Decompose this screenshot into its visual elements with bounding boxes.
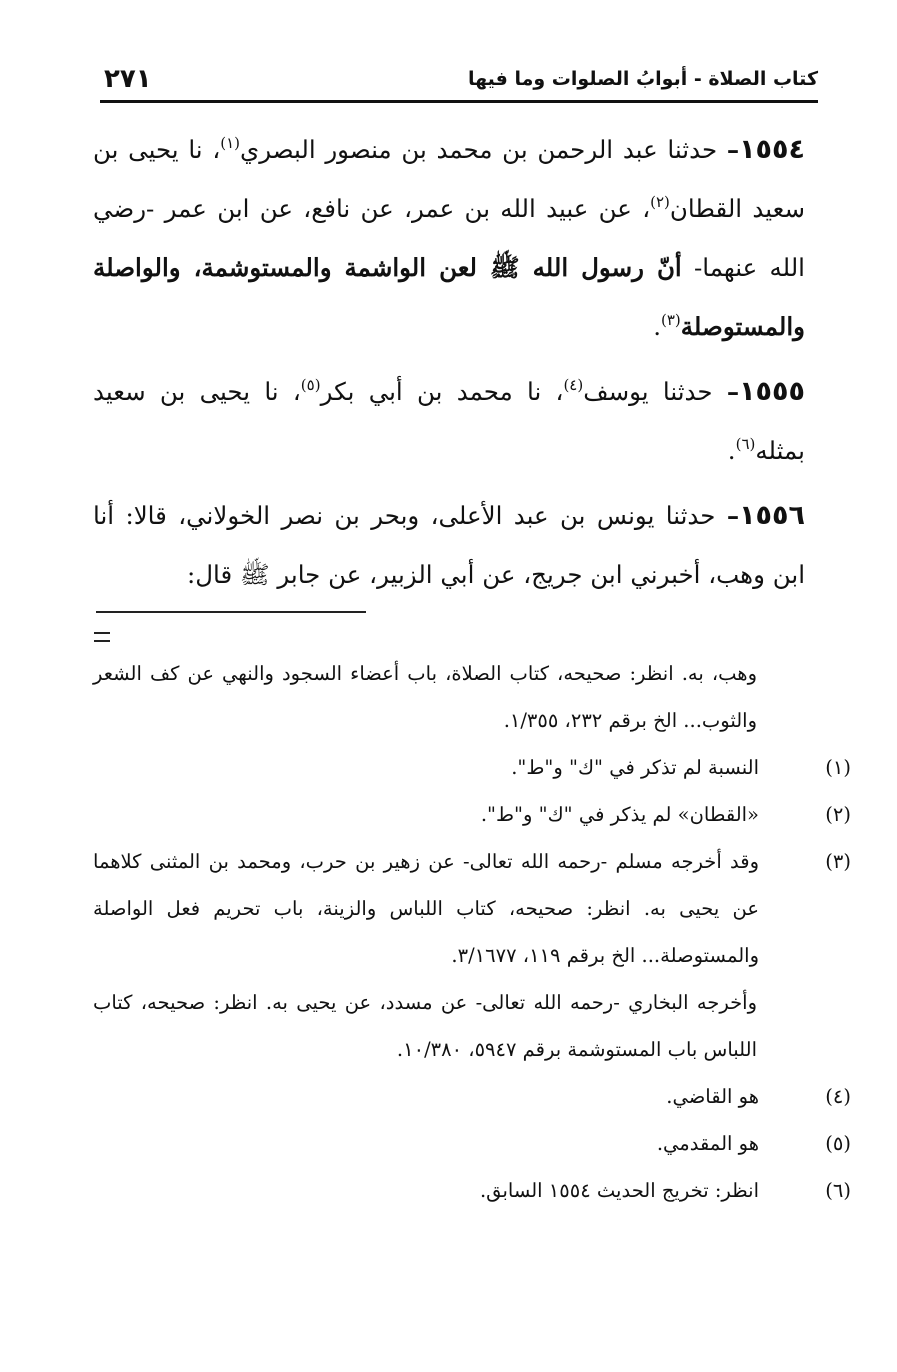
footnote-number: (٥): [825, 1132, 851, 1155]
hadith-text: .: [653, 312, 661, 341]
hadith-text: حدثنا يوسف: [583, 377, 713, 406]
footnote-text: النسبة لم تذكر في "ك" و"ط".: [511, 756, 759, 779]
footnote-number: (٢): [825, 803, 851, 826]
footnote-reference[interactable]: (٥): [300, 376, 321, 394]
page-header: [96, 66, 818, 100]
hadith-number: ١٥٥٦: [739, 500, 805, 531]
hadith-matn: أنّ رسول الله ﷺ لعن الواشمة والمستوشمة، والواصلة والمستوصلة: [93, 253, 805, 341]
footnote-reference[interactable]: (٣): [660, 311, 681, 329]
footnote: [93, 1167, 851, 1214]
footnote-reference[interactable]: (٤): [563, 376, 584, 394]
footnote-number: (٦): [825, 1179, 851, 1202]
hadith-number: ١٥٥٤: [739, 134, 805, 165]
footnote-text: وأخرجه البخاري -رحمه الله تعالى- عن مسدد، عن يحيى به. انظر: صحيحه، كتاب اللباس باب المستوشمة برقم ٥٩٤٧، ١٠/٣٨٠.: [93, 991, 757, 1061]
hadith-dash: –: [726, 377, 740, 406]
footnote: [93, 791, 851, 838]
page-number: ٢٧١: [104, 64, 152, 94]
continuation-mark: [94, 632, 110, 642]
hadith-dash: –: [726, 501, 740, 530]
footnote-number: (٤): [825, 1085, 851, 1108]
running-title: كتاب الصلاة - أبوابُ الصلوات وما فيها: [467, 68, 818, 90]
footnote: [93, 1073, 851, 1120]
footnote-text: «القطان» لم يذكر في "ك" و"ط".: [480, 803, 759, 826]
hadith-number: ١٥٥٥: [739, 376, 805, 407]
hadith-text: حدثنا يونس بن عبد الأعلى، وبحر بن نصر الخولاني، قالا: أنا ابن وهب، أخبرني ابن جريج، عن أبي الزبير، عن جابر ﷺ قال:: [93, 501, 805, 589]
footnote-reference[interactable]: (٢): [650, 193, 670, 211]
hadith-text: ، نا يحيى بن سعيد بمثله: [93, 377, 805, 465]
footnote: [93, 744, 851, 791]
footnote-number: (٣): [825, 850, 851, 873]
hadith-text: حدثنا عبد الرحمن بن محمد بن منصور البصري: [240, 135, 718, 164]
footnotes: [93, 650, 851, 1214]
footnote-reference[interactable]: (١): [220, 134, 241, 152]
footnote-number: (١): [825, 756, 851, 779]
main-text: [93, 120, 805, 610]
footnote-reference[interactable]: (٦): [735, 435, 756, 453]
hadith-paragraph: [93, 362, 805, 480]
hadith-text: ، نا يحيى بن سعيد القطان: [93, 135, 805, 223]
header-rule: [100, 100, 818, 103]
footnote-separator: [96, 611, 366, 613]
hadith-text: ، عن عبيد الله بن عمر، عن نافع، عن ابن عمر -رضي الله عنهما-: [93, 194, 805, 282]
footnote-text: هو المقدمي.: [656, 1132, 759, 1155]
hadith-text: .: [727, 436, 736, 465]
footnote-text: هو القاضي.: [666, 1085, 759, 1108]
footnote-text: انظر: تخريج الحديث ١٥٥٤ السابق.: [479, 1179, 759, 1202]
hadith-paragraph: [93, 120, 805, 356]
footnote-text: وقد أخرجه مسلم -رحمه الله تعالى- عن زهير بن حرب، ومحمد بن المثنى كلاهما عن يحيى به. انظر: صحيحه، كتاب اللباس والزينة، باب تحريم فعل الواصلة والمستوصلة... الخ برقم ١١٩، ٣/١٦٧٧.: [93, 850, 759, 967]
hadith-paragraph: [93, 486, 805, 604]
footnote: [93, 1120, 851, 1167]
footnote-continuation: وهب، به. انظر: صحيحه، كتاب الصلاة، باب أعضاء السجود والنهي عن كف الشعر والثوب... الخ برقم ٢٣٢، ١/٣٥٥.: [93, 662, 757, 732]
hadith-dash: –: [726, 135, 740, 164]
hadith-text: ، نا محمد بن أبي بكر: [320, 377, 564, 406]
footnote: [93, 979, 805, 1073]
footnote: [93, 838, 851, 979]
footnote-list: [93, 744, 851, 1214]
